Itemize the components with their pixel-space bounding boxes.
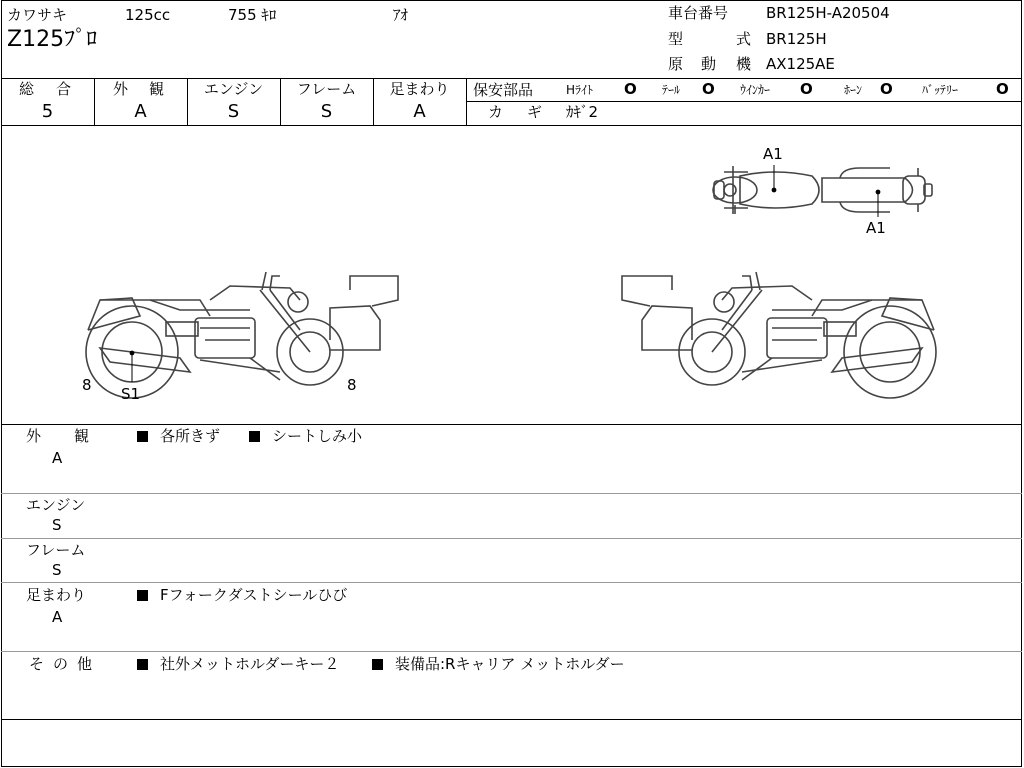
overall-grade: 5 bbox=[41, 101, 54, 122]
note-label-1: そ bbox=[29, 655, 45, 673]
frame-no-label: 車台番号 bbox=[668, 4, 729, 22]
note-grade: S bbox=[52, 516, 62, 534]
safety-item-mark: O bbox=[624, 80, 637, 98]
note-grade: A bbox=[52, 608, 63, 626]
safety-item-mark: O bbox=[880, 80, 893, 98]
exterior-grade: A bbox=[134, 101, 147, 122]
note-label-3: 他 bbox=[77, 655, 93, 673]
note-label-1: 外 bbox=[26, 427, 42, 445]
engine-grade: S bbox=[227, 101, 240, 122]
safety-item-mark: O bbox=[702, 80, 715, 98]
safety-item-label: ﾃｰﾙ bbox=[662, 83, 681, 97]
type-label-1: 型 bbox=[668, 30, 684, 48]
engine-label-3: 機 bbox=[736, 55, 752, 73]
suspension-grade: A bbox=[413, 101, 426, 122]
note-item: 社外メットホルダーキー２ bbox=[137, 657, 339, 672]
safety-item-label: ﾎｰﾝ bbox=[844, 83, 863, 97]
bullet-square-icon bbox=[372, 659, 383, 670]
divider bbox=[1, 582, 1022, 583]
maker: カワサキ bbox=[7, 6, 68, 24]
damage-mark: 8 bbox=[347, 376, 357, 394]
note-item: 装備品:Rキャリア メットホルダー bbox=[372, 657, 625, 672]
overall-label-1: 総 bbox=[19, 80, 35, 98]
note-label-2: の bbox=[53, 655, 69, 673]
safety-item-mark: O bbox=[800, 80, 813, 98]
engine-value: AX125AE bbox=[766, 55, 835, 73]
frame-no: BR125H-A20504 bbox=[766, 4, 890, 22]
exterior-label-1: 外 bbox=[113, 80, 129, 98]
bullet-square-icon bbox=[137, 431, 148, 442]
color: ｱｵ bbox=[393, 6, 409, 24]
divider bbox=[1, 493, 1022, 494]
bullet-square-icon bbox=[137, 659, 148, 670]
exterior-label-2: 観 bbox=[149, 80, 165, 98]
note-item: シートしみ小 bbox=[249, 429, 362, 444]
type-value: BR125H bbox=[766, 30, 827, 48]
engine-label-2: 動 bbox=[701, 55, 717, 73]
bullet-square-icon bbox=[137, 590, 148, 601]
note-grade: S bbox=[52, 561, 62, 579]
damage-mark: 8 bbox=[82, 376, 92, 394]
divider bbox=[1, 538, 1022, 539]
frame-grade: S bbox=[320, 101, 333, 122]
note-item: Fフォークダストシールひび bbox=[137, 588, 347, 603]
model-name: Z125ﾌﾟﾛ bbox=[7, 27, 98, 52]
engine-label-1: 原 bbox=[668, 55, 684, 73]
key-label-1: カ bbox=[488, 103, 504, 121]
damage-mark: S1 bbox=[121, 385, 141, 403]
note-label-2: 観 bbox=[74, 427, 90, 445]
mileage: 755 ｷﾛ bbox=[228, 6, 277, 24]
overall-label-2: 合 bbox=[56, 80, 72, 98]
safety-label: 保安部品 bbox=[473, 81, 534, 99]
damage-mark: A1 bbox=[866, 219, 886, 237]
displacement: 125cc bbox=[125, 6, 171, 24]
engine-label: エンジン bbox=[203, 80, 264, 98]
safety-item-mark: O bbox=[996, 80, 1009, 98]
divider bbox=[1, 719, 1022, 720]
safety-item-label: ｳｲﾝｶｰ bbox=[740, 83, 771, 97]
note-label: フレーム bbox=[26, 541, 86, 559]
note-item: 各所きず bbox=[137, 429, 220, 444]
frame-label: フレーム bbox=[296, 80, 357, 98]
note-label: エンジン bbox=[26, 496, 86, 514]
key-label-2: ギ bbox=[527, 103, 543, 121]
bullet-square-icon bbox=[249, 431, 260, 442]
safety-item-label: ﾊﾞｯﾃﾘｰ bbox=[922, 83, 959, 97]
divider bbox=[1, 651, 1022, 652]
note-grade: A bbox=[52, 449, 63, 467]
damage-mark: A1 bbox=[763, 145, 783, 163]
suspension-label: 足まわり bbox=[389, 80, 450, 98]
note-label: 足まわり bbox=[26, 586, 87, 604]
key-value: ｶｷﾞ2 bbox=[566, 103, 599, 121]
safety-item-label: Hﾗｲﾄ bbox=[566, 83, 594, 97]
type-label-2: 式 bbox=[736, 30, 752, 48]
